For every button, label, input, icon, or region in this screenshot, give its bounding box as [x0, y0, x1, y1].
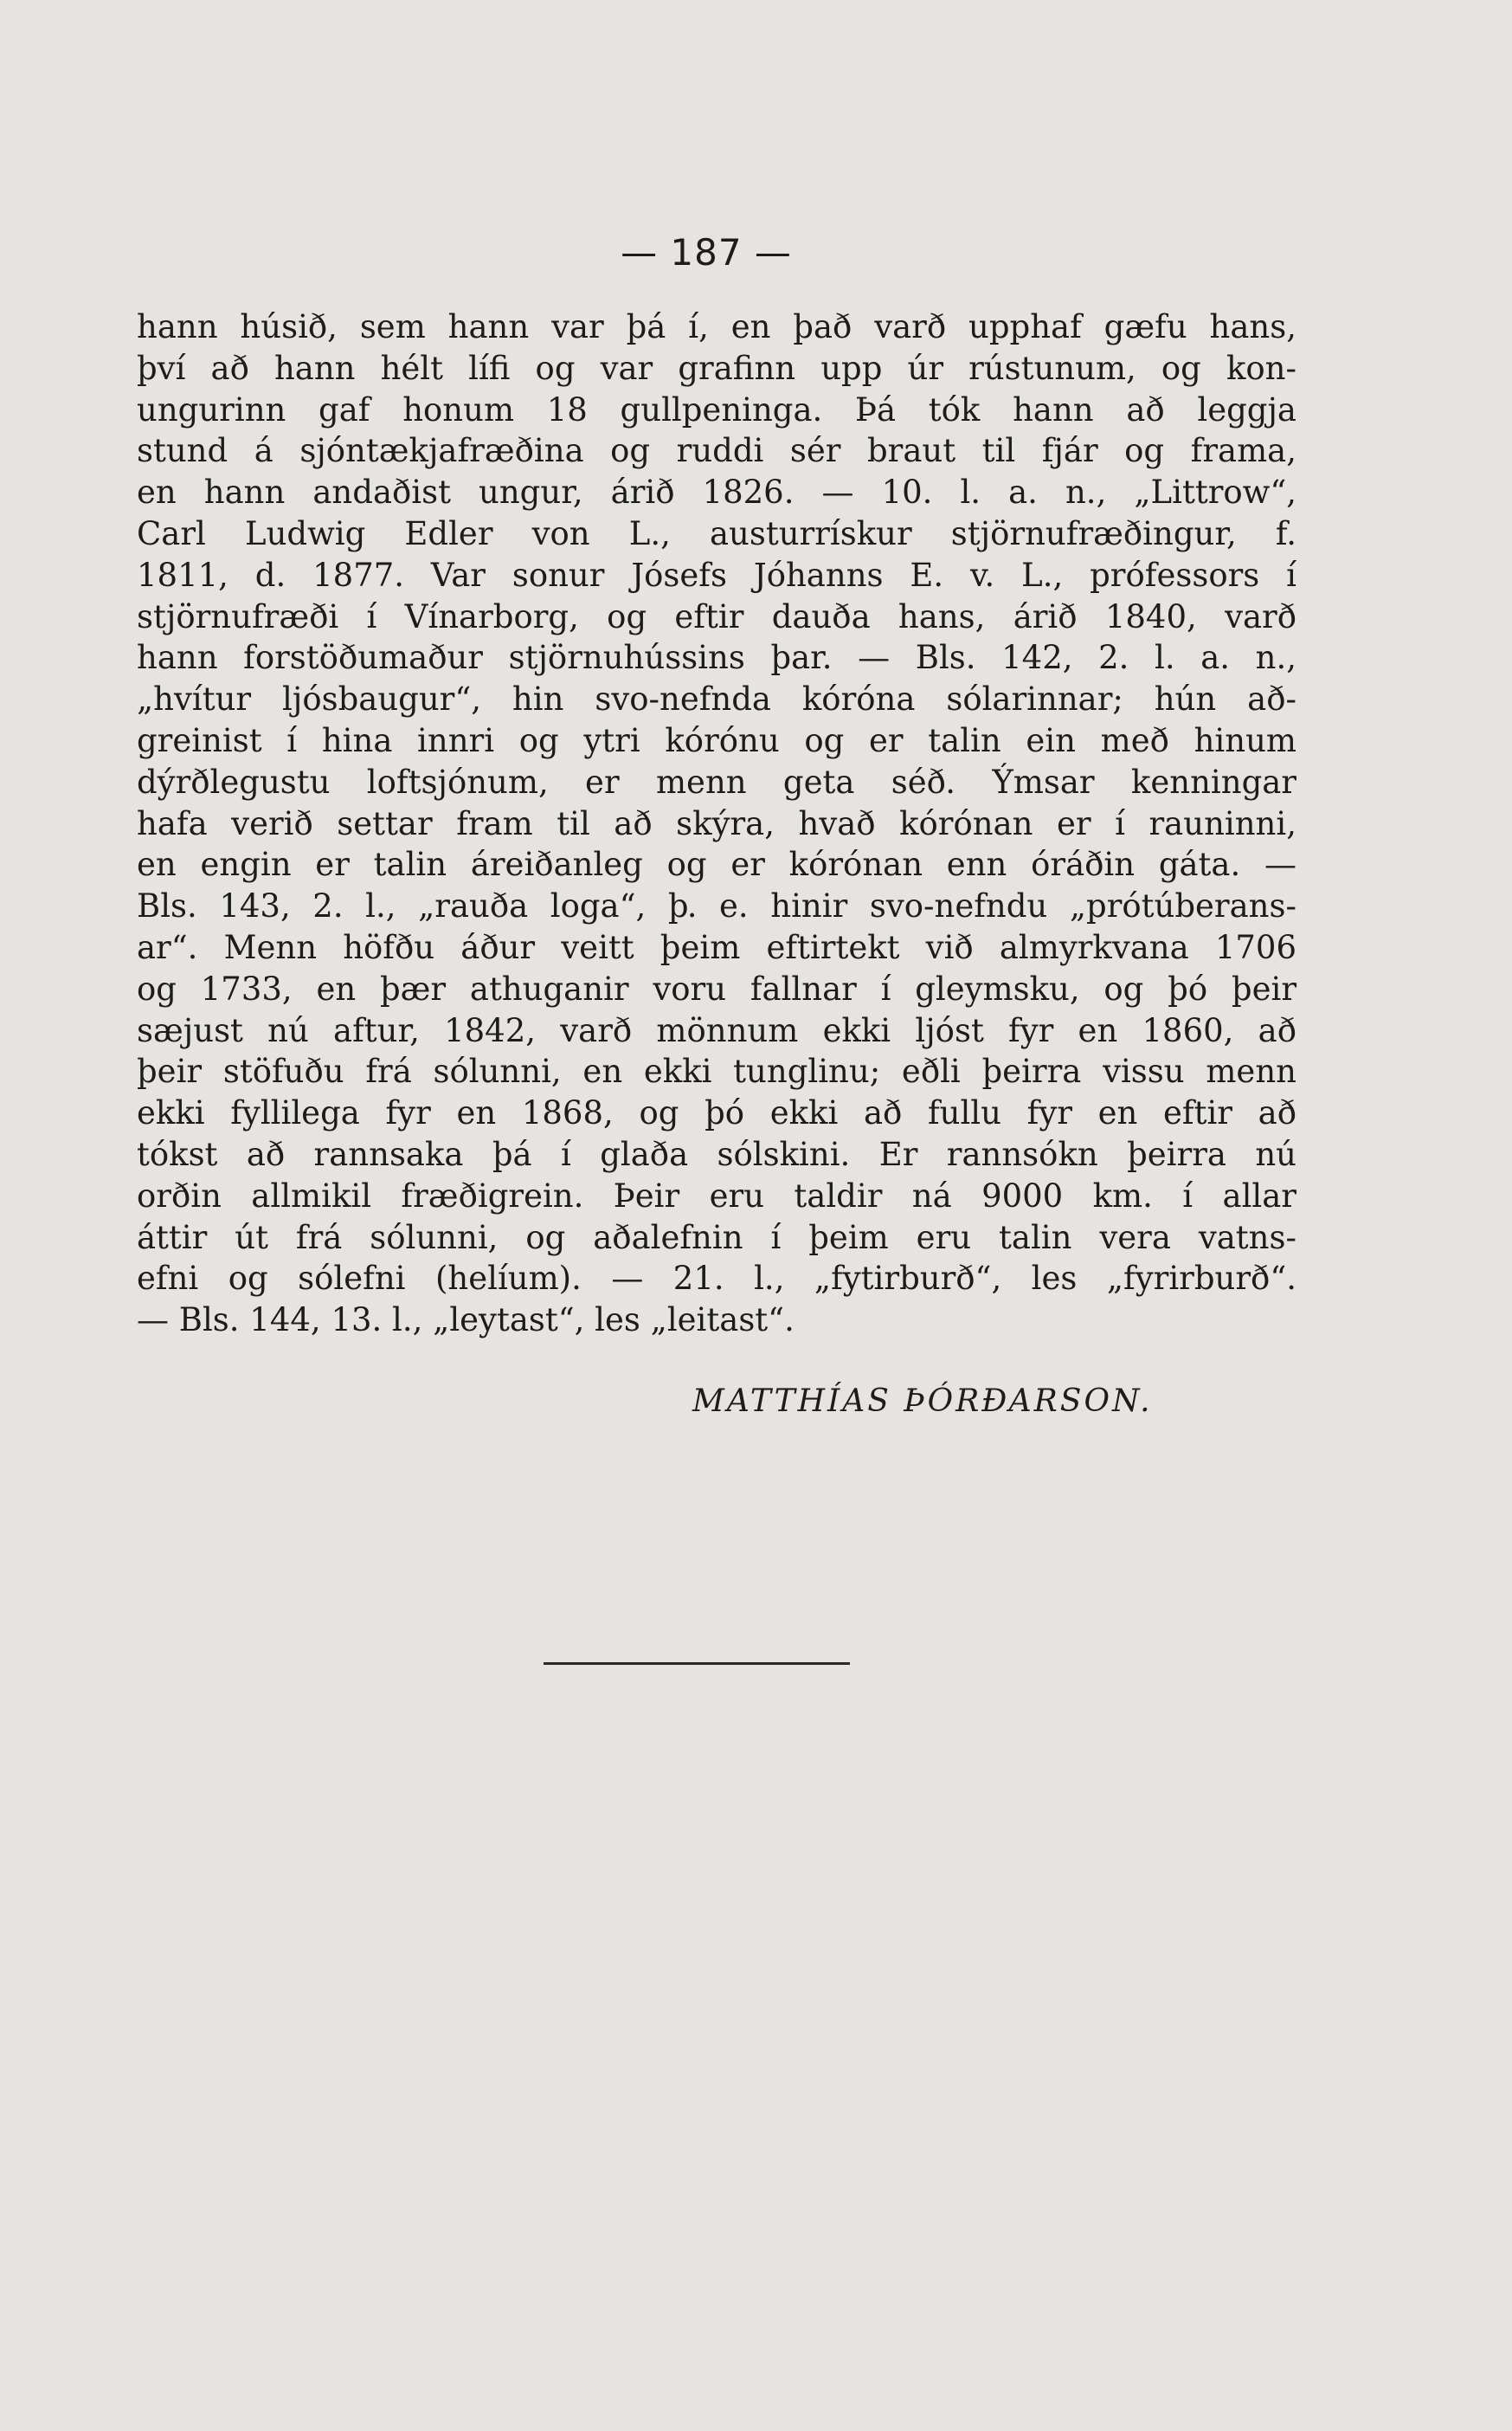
- text-line: greinist í hina innri og ytri kórónu og er talin ein með hinum: [137, 721, 1296, 759]
- author-signature: MATTHÍAS ÞÓRÐARSON.: [692, 1383, 1153, 1419]
- text-line: — Bls. 144, 13. l., „leytast“, les „leitast“.: [137, 1301, 795, 1339]
- text-line: ar“. Menn höfðu áður veitt þeim eftirtekt við almyrkvana 1706: [137, 928, 1296, 966]
- section-divider: [544, 1662, 850, 1665]
- text-line: orðin allmikil fræðigrein. Þeir eru taldir ná 9000 km. í allar: [137, 1177, 1296, 1215]
- text-line: og 1733, en þær athuganir voru fallnar í gleymsku, og þó þeir: [137, 970, 1296, 1008]
- text-line: en engin er talin áreiðanleg og er kórónan enn óráðin gáta. —: [137, 846, 1296, 884]
- text-line: hann forstöðumaður stjörnuhússins þar. — Bls. 142, 2. l. a. n.,: [137, 639, 1296, 677]
- page-number: — 187 —: [621, 231, 792, 274]
- text-line: þeir stöfuðu frá sólunni, en ekki tunglinu; eðli þeirra vissu menn: [137, 1053, 1296, 1091]
- text-line: Carl Ludwig Edler von L., austurrískur stjörnufræðingur, f.: [137, 514, 1296, 552]
- text-line: en hann andaðist ungur, árið 1826. — 10. l. a. n., „Littrow“,: [137, 474, 1296, 512]
- text-line: efni og sólefni (helíum). — 21. l., „fytirburð“, les „fyrirburð“.: [137, 1260, 1296, 1298]
- text-line: áttir út frá sólunni, og aðalefnin í þeim eru talin vera vatns-: [137, 1218, 1296, 1256]
- text-line: því að hann hélt lífi og var grafinn upp úr rústunum, og kon-: [137, 349, 1296, 387]
- text-line: stund á sjóntækjafræðina og ruddi sér braut til fjár og frama,: [137, 432, 1296, 470]
- text-line: Bls. 143, 2. l., „rauða loga“, þ. e. hinir svo-nefndu „prótúberans-: [137, 887, 1296, 925]
- text-line: sæjust nú aftur, 1842, varð mönnum ekki ljóst fyr en 1860, að: [137, 1011, 1296, 1049]
- text-line: tókst að rannsaka þá í glaða sólskini. Er rannsókn þeirra nú: [137, 1135, 1296, 1173]
- text-line: hafa verið settar fram til að skýra, hvað kórónan er í rauninni,: [137, 804, 1296, 842]
- text-line: stjörnufræði í Vínarborg, og eftir dauða hans, árið 1840, varð: [137, 597, 1296, 635]
- text-line: ungurinn gaf honum 18 gullpeninga. Þá tók hann að leggja: [137, 390, 1296, 429]
- text-line: hann húsið, sem hann var þá í, en það varð upphaf gæfu hans,: [137, 308, 1296, 345]
- text-line: dýrðlegustu loftsjónum, er menn geta séð. Ýmsar kenningar: [137, 763, 1296, 801]
- body-text: [137, 306, 1296, 1341]
- text-line: ekki fyllilega fyr en 1868, og þó ekki að fullu fyr en eftir að: [137, 1094, 1296, 1132]
- text-line: „hvítur ljósbaugur“, hin svo-nefnda kóróna sólarinnar; hún að-: [137, 680, 1296, 719]
- text-line: 1811, d. 1877. Var sonur Jósefs Jóhanns E. v. L., prófessors í: [137, 556, 1296, 594]
